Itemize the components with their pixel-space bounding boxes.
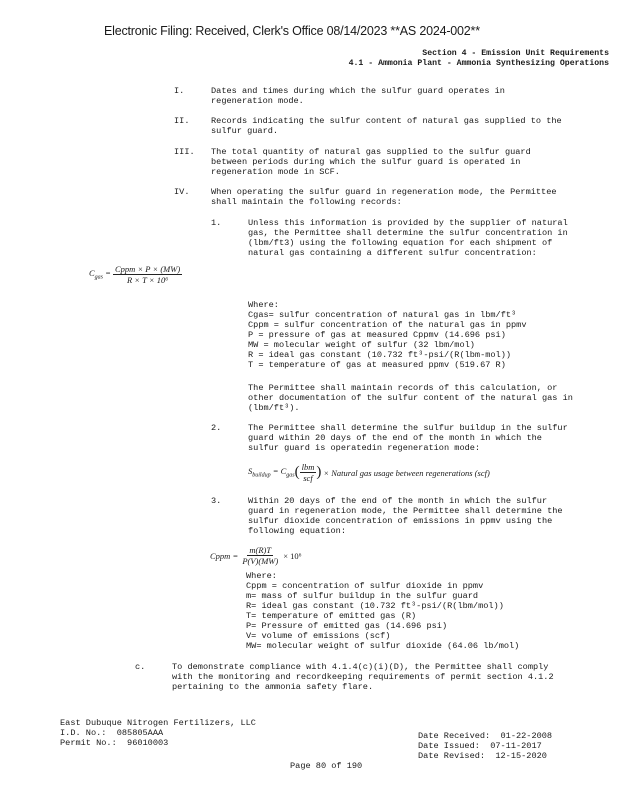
section-header: Section 4 - Emission Unit Requirements <box>422 49 609 58</box>
item-text: The total quantity of natural gas supplied to the sulfur guard between periods during which the sulfur guard is operated in regeneration mode in SCF. <box>211 147 531 177</box>
eq-multiplier: × 10⁶ <box>283 550 302 561</box>
subitem-text: The Permittee shall determine the sulfur buildup in the sulfur guard within 20 days of the end of the month in which the sulfur guard is operatedin regeneration mode: <box>248 423 568 453</box>
page-number: Page 80 of 190 <box>290 761 363 771</box>
eq-c: C <box>280 466 287 477</box>
where-definitions: Where: Cgas= sulfur concentration of natural gas in lbm/ft³ Cppm = sulfur concentration of the natural gas in ppmv P = pressure of gas at measured Cppmv (14.696 psi) MW = molecular weight of sulfur (32 lbm/mol) R = ideal gas constant (10.732 ft³-psi/(R(lbm-mol)) T = temperature of gas at measured ppmv (519.67 R) <box>248 300 527 370</box>
cppm-equation: Cppm = $\frac{m(R)T}{P(V)(MW)}$ × 10⁶ <box>210 545 302 566</box>
eq-denominator: scf <box>303 473 313 483</box>
eq-remainder: × Natural gas usage between regenerations (scf) <box>323 467 490 478</box>
footer-dates: Date Received: 01-22-2008 Date Issued: 07-11-2017 Date Revised: 12-15-2020 <box>418 731 553 761</box>
subsection-header: 4.1 - Ammonia Plant - Ammonia Synthesizing Operations <box>348 59 609 68</box>
eq-numerator: Cppm × P × (MW) <box>115 264 181 274</box>
where-definitions: Where: Cppm = concentration of sulfur dioxide in ppmv m= mass of sulfur buildup in the sulfur guard R= ideal gas constant (10.732 ft³-psi/(R(lbm/mol)) T= temperature of emitted gas (R) P= Pressure of emitted gas (14.696 psi) V= volume of emissions (scf) MW= molecular weight of sulfur dioxide (64.06 lb/mol) <box>246 571 520 651</box>
eq-lhs: Cppm <box>210 550 231 561</box>
item-text: To demonstrate compliance with 4.1.4(c)(i)(D), the Permittee shall comply with the monitoring and recordkeeping requirements of permit section 4.1.2 pertaining to the ammonia safety flare. <box>172 662 554 692</box>
eq-c-sub: gas <box>286 472 295 479</box>
item-label: III. <box>174 147 195 157</box>
item-text: Dates and times during which the sulfur guard operates in regeneration mode. <box>211 86 505 106</box>
item-label: I. <box>174 86 185 96</box>
eq-denominator: P(V)(MW) <box>242 556 279 566</box>
eq-lhs: C <box>89 268 95 279</box>
eq-denominator: R × T × 10⁶ <box>126 275 169 285</box>
item-label: c. <box>135 662 146 672</box>
item-label: IV. <box>174 187 190 197</box>
eq-lhs: S <box>248 466 253 477</box>
sbuildup-equation: $S_{buildup} = C_{gas}$ ( $\frac{\text{lbm}}{\text{scf}}$ ) × Natural gas usage between regenerations (scf) <box>248 462 490 483</box>
subitem-label: 1. <box>211 218 222 228</box>
eq-numerator: lbm <box>301 462 315 472</box>
subitem-text: Unless this information is provided by the supplier of natural gas, the Permittee shall determine the sulfur concentration in (lbm/ft3) using the following equation for each shipment of natural gas containing a different sulfur concentration: <box>248 218 568 258</box>
eq-lhs-sub: gas <box>94 274 104 281</box>
electronic-filing-banner: Electronic Filing: Received, Clerk's Office 08/14/2023 **AS 2024-002** <box>104 24 480 38</box>
footer-permittee: East Dubuque Nitrogen Fertilizers, LLC I.D. No.: 085805AAA Permit No.: 96010003 <box>60 718 256 748</box>
eq-lhs-sub: buildup <box>252 472 271 479</box>
subitem-label: 2. <box>211 423 222 433</box>
subitem-text: Within 20 days of the end of the month in which the sulfur guard in regeneration mode, the Permittee shall determine the sulfur dioxide concentration of emissions in ppmv using the following equation: <box>248 496 563 536</box>
cgas-equation: $C_{gas}$ = $\frac{\text{Cppm × P × (MW)}}{\text{R × T × 10⁶}}$ <box>89 264 181 285</box>
item-text: When operating the sulfur guard in regeneration mode, the Permittee shall maintain the following records: <box>211 187 557 207</box>
eq-numerator: m(R)T <box>249 545 272 555</box>
subitem-paragraph: The Permittee shall maintain records of this calculation, or other documentation of the sulfur content of the natural gas in (lbm/ft³). <box>248 383 573 413</box>
item-label: II. <box>174 116 190 126</box>
subitem-label: 3. <box>211 496 222 506</box>
item-text: Records indicating the sulfur content of natural gas supplied to the sulfur guard. <box>211 116 562 136</box>
